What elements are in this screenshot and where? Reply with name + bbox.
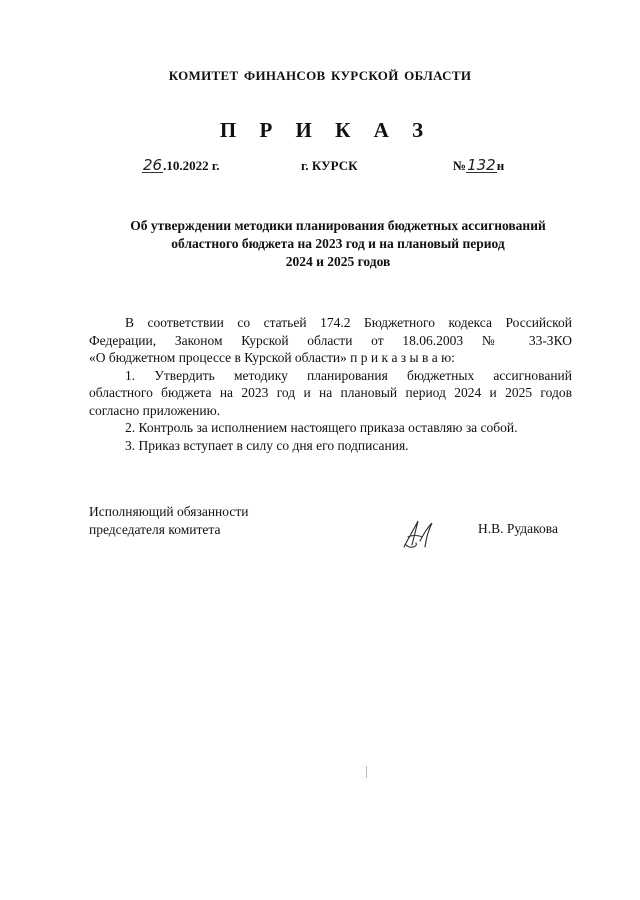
order-body — [89, 314, 572, 454]
order-number — [453, 158, 504, 174]
handwritten-date-day: 26 — [143, 156, 163, 174]
subject-line-3: 2024 и 2025 годов — [285, 254, 391, 269]
scan-mark — [365, 766, 368, 778]
item-1-line-3: согласно приложению. — [89, 402, 221, 418]
preamble-line-1: В соответствии со статьей 174.2 Бюджетного кодекса Российской — [125, 315, 572, 330]
preamble-line-3: «О бюджетном процессе в Курской области» п р и к а з ы в а ю: — [89, 350, 455, 365]
order-date-rest: .10.2022 г. — [163, 158, 220, 173]
document-type-title: П Р И К А З — [219, 118, 433, 142]
order-city: г. КУРСК — [301, 158, 358, 173]
item-1-line-2: областного бюджета на 2023 год и на плановый период 2024 и 2025 годов — [89, 385, 572, 400]
item-2: 2. Контроль за исполнением настоящего приказа оставляю за собой. — [125, 420, 518, 435]
signer-position — [89, 503, 248, 539]
order-number-suffix: н — [496, 158, 505, 173]
organization-name: КОМИТЕТ ФИНАНСОВ КУРСКОЙ ОБЛАСТИ — [168, 68, 472, 83]
subject-line-2: областного бюджета на 2023 год и на плановый период — [171, 236, 505, 251]
subject-line-1: Об утверждении методики планирования бюджетных ассигнований — [130, 218, 546, 233]
handwritten-order-number: 132 — [467, 156, 496, 174]
order-subject — [96, 217, 580, 271]
item-3: 3. Приказ вступает в силу со дня его подписания. — [125, 437, 409, 453]
item-1-line-1: 1. Утвердить методику планирования бюджетных ассигнований — [125, 367, 572, 383]
signer-position-line-2: председателя комитета — [89, 522, 221, 537]
signer-name: Н.В. Рудакова — [478, 521, 558, 536]
preamble-line-2: Федерации, Законом Курской области от 18.06.2003 № 33-ЗКО — [89, 332, 572, 348]
order-number-prefix: № — [453, 158, 467, 173]
signer-position-line-1: Исполняющий обязанности — [89, 504, 249, 519]
handwritten-signature — [398, 517, 436, 551]
order-date — [142, 158, 220, 174]
